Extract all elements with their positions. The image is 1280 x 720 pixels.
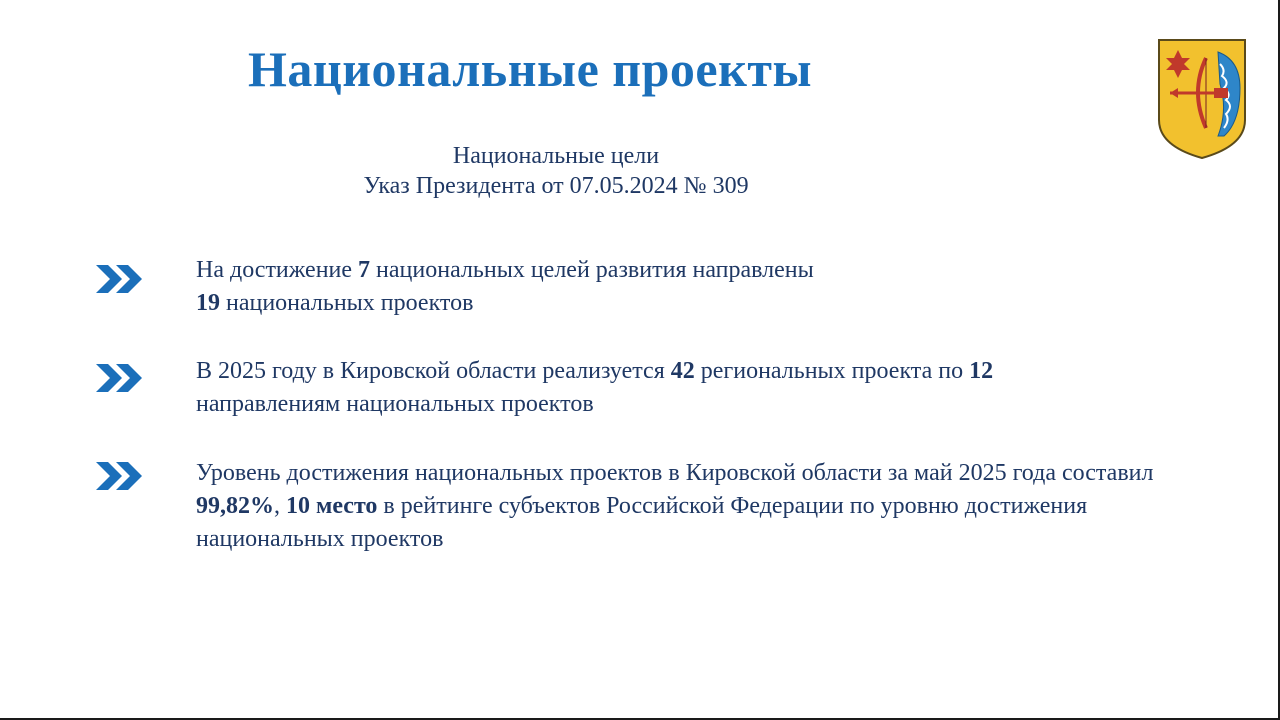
slide-subtitle <box>0 141 1112 201</box>
bullet-text: На достижение 7 национальных целей развития направлены 19 национальных проектов <box>196 257 814 316</box>
double-chevron-right-icon <box>96 362 146 394</box>
kirov-coat-of-arms-icon <box>1156 38 1248 160</box>
subtitle-line-2: Указ Президента от 07.05.2024 № 309 <box>363 173 749 199</box>
bullet-text: Уровень достижения национальных проектов в Кировской области за май 2025 года составил 99,82%, 10 место в рейтинге субъектов Российской Федерации по уровню достижения национальных проектов <box>196 460 1154 552</box>
double-chevron-right-icon <box>96 263 146 295</box>
slide-title: Национальные проекты <box>248 41 813 97</box>
subtitle-line-1: Национальные цели <box>452 143 660 169</box>
bullet-text: В 2025 году в Кировской области реализуется 42 региональных проекта по 12 направлениям национальных проектов <box>196 358 994 417</box>
double-chevron-right-icon <box>96 460 146 492</box>
